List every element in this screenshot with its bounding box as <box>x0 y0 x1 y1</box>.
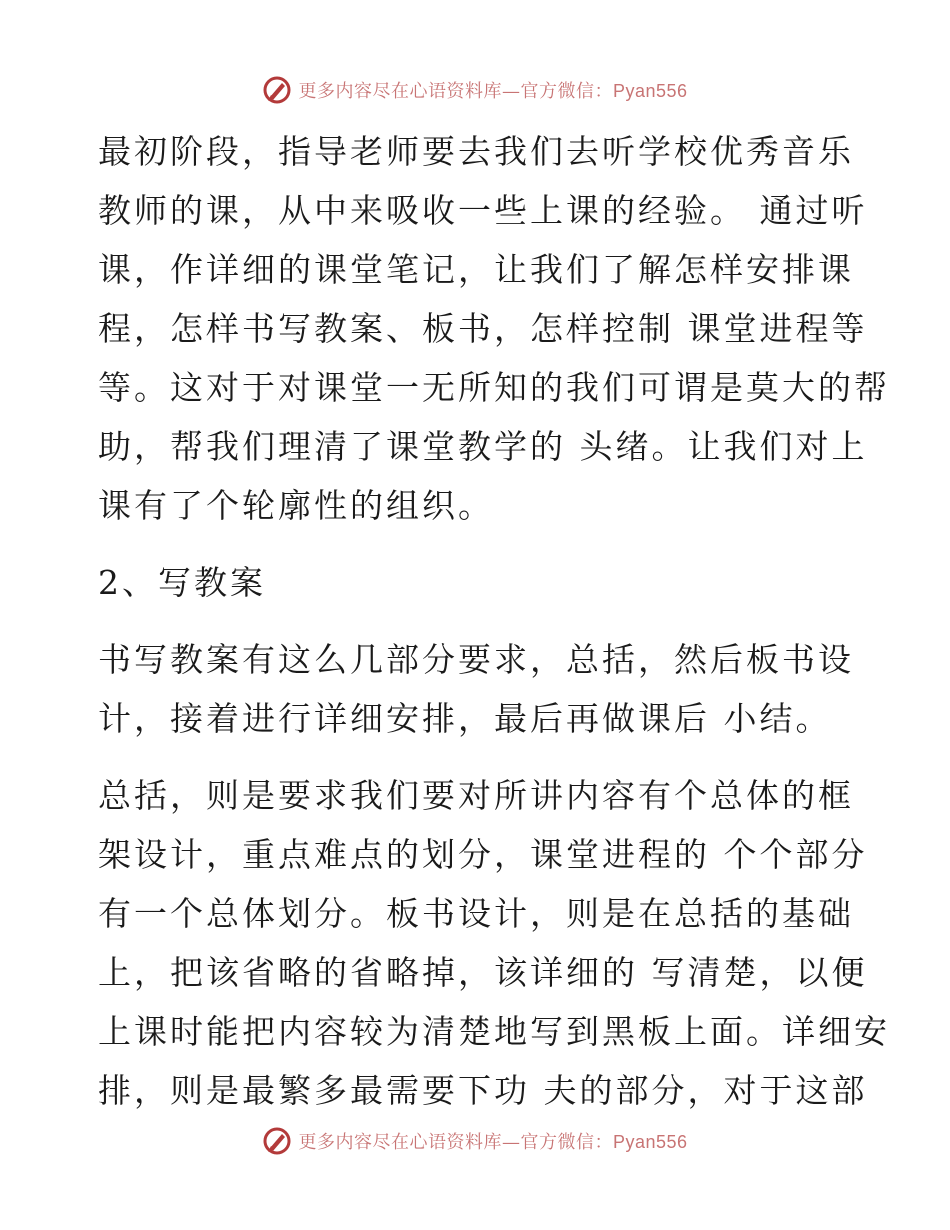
text-line: 计，接着进行详细安排，最后再做课后 小结。 <box>98 699 832 738</box>
text-line: 程，怎样书写教案、板书，怎样控制 课堂进程等 <box>98 309 868 348</box>
header-wechat-id: Pyan556 <box>612 81 688 101</box>
footer-banner-text <box>298 1128 687 1154</box>
footer-site-text: 更多内容尽在心语资料库—官方微信： <box>298 1132 613 1153</box>
paragraph-details <box>98 766 890 1120</box>
header-site-text: 更多内容尽在心语资料库—官方微信： <box>298 81 613 102</box>
paragraph-spacer <box>98 612 858 630</box>
header-banner-text <box>298 77 687 103</box>
text-line: 上，把该省略的省略掉，该详细的 写清楚，以便 <box>98 953 868 992</box>
text-line: 上课时能把内容较为清楚地写到黑板上面。详细安 <box>98 1012 890 1051</box>
text-line: 教师的课，从中来吸收一些上课的经验。 通过听 <box>98 191 868 230</box>
text-line: 助，帮我们理清了课堂教学的 头绪。让我们对上 <box>98 427 868 466</box>
paragraph-spacer <box>98 748 858 766</box>
paragraph-spacer <box>98 535 858 553</box>
text-line: 总括，则是要求我们要对所讲内容有个总体的框 <box>98 776 854 815</box>
text-line: 书写教案有这么几部分要求，总括，然后板书设 <box>98 640 854 679</box>
footer-wechat-id: Pyan556 <box>612 1132 688 1152</box>
pen-swirl-icon <box>262 75 292 105</box>
text-line: 等。这对于对课堂一无所知的我们可谓是莫大的帮 <box>98 368 890 407</box>
text-line: 课有了个轮廓性的组织。 <box>98 486 494 525</box>
pen-swirl-icon <box>262 1126 292 1156</box>
section-heading <box>98 553 858 612</box>
text-line: 最初阶段，指导老师要去我们去听学校优秀音乐 <box>98 132 854 171</box>
paragraph-requirements <box>98 630 858 748</box>
header-banner <box>0 70 950 110</box>
paragraph-intro <box>98 122 890 535</box>
text-line: 架设计，重点难点的划分，课堂进程的 个个部分 <box>98 835 868 874</box>
text-line: 排，则是最繁多最需要下功 夫的部分，对于这部 <box>98 1071 868 1110</box>
text-line: 课，作详细的课堂笔记，让我们了解怎样安排课 <box>98 250 854 289</box>
document-body <box>98 122 890 1120</box>
footer-banner <box>0 1121 950 1161</box>
heading-line: 2、写教案 <box>98 563 266 602</box>
text-line: 有一个总体划分。板书设计，则是在总括的基础 <box>98 894 854 933</box>
